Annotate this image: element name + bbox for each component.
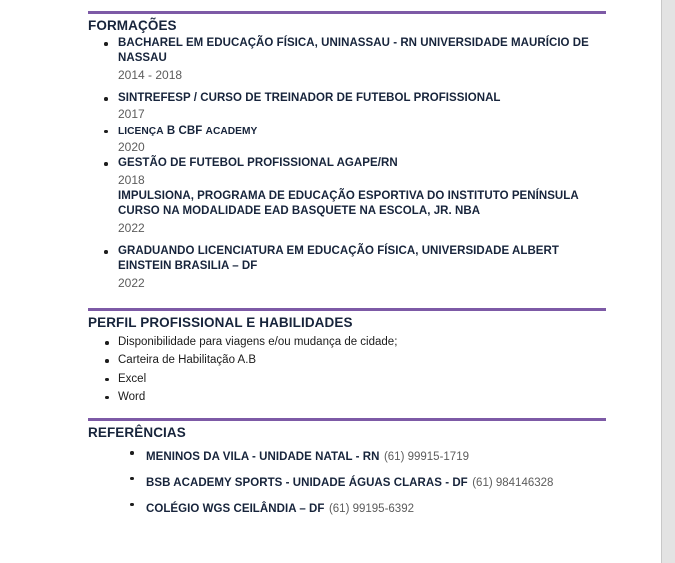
skill-text: Disponibilidade para viagens e/ou mudança de cidade;: [118, 336, 398, 349]
entry-title: GRADUANDO LICENCIATURA EM EDUCAÇÃO FÍSICA, UNIVERSIDADE ALBERT EINSTEIN BRASILIA – DF: [118, 245, 559, 273]
skill-text: Excel: [118, 372, 147, 385]
list-item: [88, 244, 606, 292]
reference-name: BSB ACADEMY SPORTS - UNIDADE ÁGUAS CLARAS - DF: [146, 476, 468, 489]
entry-year: 2017: [118, 107, 145, 122]
list-item: [88, 124, 606, 157]
entry-title: BACHAREL EM EDUCAÇÃO FÍSICA, UNINASSAU - RN UNIVERSIDADE MAURÍCIO DE NASSAU: [118, 37, 589, 65]
list-item: [88, 189, 606, 237]
section-perfil: [88, 308, 606, 406]
list-item: [88, 333, 606, 351]
list-item: [88, 469, 606, 495]
entry-year: 2020: [118, 140, 145, 155]
entry-year: 2022: [118, 220, 145, 235]
reference-name: MENINOS DA VILA - UNIDADE NATAL - RN: [146, 451, 380, 464]
reference-phone: (61) 99915-1719: [383, 451, 469, 464]
list-item: [88, 36, 606, 84]
entry-title-part-1: LICENÇA: [118, 125, 164, 137]
skill-text: Word: [118, 390, 146, 403]
entry-title-part-2: B CBF: [166, 124, 203, 137]
spacer: [88, 84, 606, 91]
list-item: [88, 443, 606, 469]
entry-year: 2014 - 2018: [118, 67, 183, 82]
section-title-referencias: REFERÊNCIAS: [88, 424, 186, 440]
entry-title-part-3: ACADEMY: [205, 125, 258, 137]
entry-title: GESTÃO DE FUTEBOL PROFISSIONAL AGAPE/RN: [118, 157, 398, 170]
section-divider-perfil: [88, 308, 606, 311]
skills-list: [88, 333, 606, 406]
reference-phone: (61) 99195-6392: [328, 502, 414, 515]
formacoes-list: [88, 36, 606, 292]
reference-name: COLÉGIO WGS CEILÂNDIA – DF: [146, 502, 325, 515]
section-divider-formacoes: [88, 11, 606, 14]
entry-title: [118, 124, 606, 139]
viewer-gutter[interactable]: [662, 0, 675, 563]
entry-year: 2022: [118, 275, 145, 290]
entry-year: 2018: [118, 172, 145, 187]
reference-phone: (61) 984146328: [472, 476, 554, 489]
spacer: [88, 292, 606, 308]
section-title-formacoes: FORMAÇÕES: [88, 18, 177, 33]
section-divider-referencias: [88, 418, 606, 421]
list-item: [88, 351, 606, 369]
list-item: [88, 91, 606, 124]
list-item: [88, 370, 606, 388]
entry-title: SINTREFESP / CURSO DE TREINADOR DE FUTEBOL PROFISSIONAL: [118, 92, 501, 105]
skill-text: Carteira de Habilitação A.B: [118, 354, 257, 367]
spacer: [88, 237, 606, 244]
spacer: [88, 406, 606, 418]
section-referencias: [88, 418, 606, 521]
list-item: [88, 495, 606, 521]
list-item: [88, 388, 606, 406]
list-item: [88, 156, 606, 189]
section-title-perfil: PERFIL PROFISSIONAL E HABILIDADES: [88, 315, 353, 331]
references-list: [88, 443, 606, 521]
entry-title: IMPULSIONA, PROGRAMA DE EDUCAÇÃO ESPORTIVA DO INSTITUTO PENÍNSULA CURSO NA MODALIDADE EAD BASQUETE NA ESCOLA, JR. NBA: [118, 190, 579, 218]
section-formacoes: [88, 11, 606, 292]
